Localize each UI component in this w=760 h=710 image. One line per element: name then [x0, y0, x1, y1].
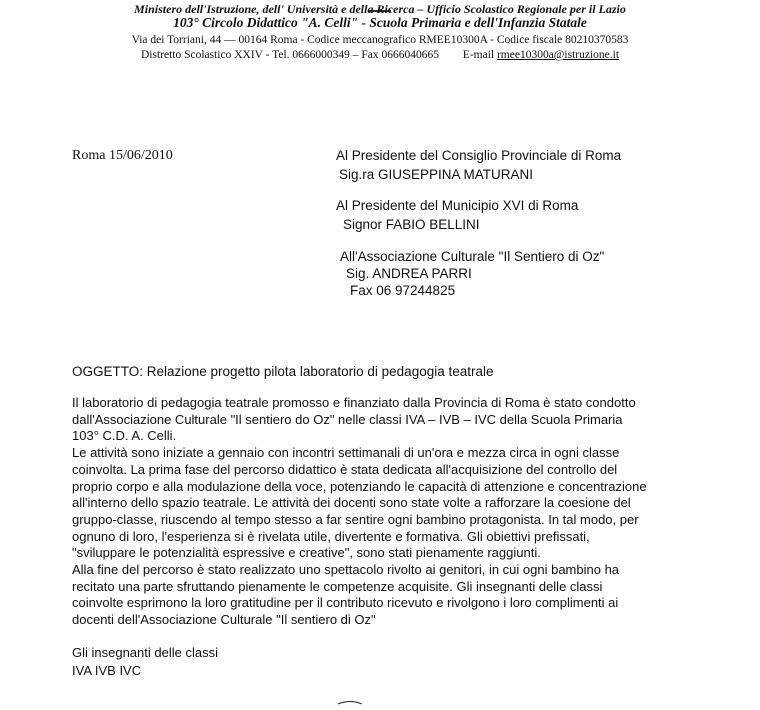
body-line: "sviluppare le potenzialità espressive e creative", sono stati pienamente raggiunti.	[72, 545, 541, 561]
recipient-3-line3: Fax 06 97244825	[350, 283, 456, 298]
recipient-2-line2: Signor FABIO BELLINI	[343, 217, 480, 232]
body-line: Alla fine del percorso è stato realizzato uno spettacolo rivolto ai genitori, in cui ogni bambino ha	[72, 562, 620, 578]
letterhead-address: Via dei Torriani, 44 — 00164 Roma - Codice meccanografico RMEE10300A - Codice fiscale 80210370583	[131, 34, 629, 46]
letterhead-contacts	[0, 49, 760, 61]
body-line: Le attività sono iniziate a gennaio con incontri settimanali di un'ora e mezza circa in ogni classe	[72, 445, 620, 461]
letterhead-ministry: Ministero dell'Istruzione, dell' Università e della Ricerca – Ufficio Scolastico Regionale per il Lazio	[134, 2, 626, 16]
letter-date: Roma 15/06/2010	[72, 148, 173, 163]
body-line: all'interno dello spazio teatrale. Le attività dei docenti sono state volte a rafforzare la coesione del	[72, 495, 631, 511]
signature-classes: IVA IVB IVC	[72, 663, 142, 678]
recipient-3-line2: Sig. ANDREA PARRI	[346, 266, 472, 281]
body-line: recitato una parte sfruttando pienamente le competenze acquisite. Gli insegnanti delle classi	[72, 578, 603, 594]
letter-subject: OGGETTO: Relazione progetto pilota laboratorio di pedagogia teatrale	[72, 364, 494, 379]
body-line: ognuno di loro, l'esperienza si è rivelata utile, divertente e formativa. Gli obiettivi prefissati,	[72, 528, 590, 544]
body-line: proprio corpo e alla modulazione della voce, potenziando le capacità di attenzione e concentrazione	[72, 478, 647, 494]
letter-body	[72, 395, 697, 629]
body-line: coinvolte esprimono la loro gratitudine per il contributo ricevuto e rivolgono i loro complimenti ai	[72, 595, 619, 611]
letterhead-email-label: E-mail	[462, 49, 495, 61]
signature-line1: Gli insegnanti delle classi	[72, 645, 218, 660]
recipient-1-line2: Sig.ra GIUSEPPINA MATURANI	[339, 167, 534, 182]
letterhead-district: Distretto Scolastico XXIV - Tel. 0666000349 – Fax 0666040665	[140, 49, 440, 61]
letterhead-school: 103° Circolo Didattico "A. Celli" - Scuola Primaria e dell'Infanzia Statale	[173, 15, 587, 30]
recipient-1-line1: Al Presidente del Consiglio Provinciale di Roma	[336, 148, 622, 163]
recipient-3-line1: All'Associazione Culturale "Il Sentiero di Oz"	[340, 249, 605, 264]
recipient-2-line1: Al Presidente del Municipio XVI di Roma	[336, 198, 579, 213]
stamp-mark	[335, 692, 365, 698]
body-line: Il laboratorio di pedagogia teatrale promosso e finanziato dalla Provincia di Roma è stato condotto	[72, 395, 636, 410]
body-line: 103° C.D. A. Celli.	[72, 428, 177, 444]
body-line: dall'Associazione Culturale "Il sentiero do Oz" nelle classi IVA – IVB – IVC della Scuola Primaria	[72, 411, 623, 427]
body-line: docenti dell'Associazione Culturale "Il sentiero di Oz"	[72, 612, 376, 628]
body-line: coinvolta. La prima fase del percorso didattico è stata dedicata all'acquisizione del controllo del	[72, 461, 618, 477]
letterhead-email[interactable]: rmee10300a@istruzione.it	[496, 49, 620, 61]
body-line: gruppo-classe, riuscendo al tempo stesso a far sentire ogni bambino protagonista. In tal modo, per	[72, 511, 639, 527]
